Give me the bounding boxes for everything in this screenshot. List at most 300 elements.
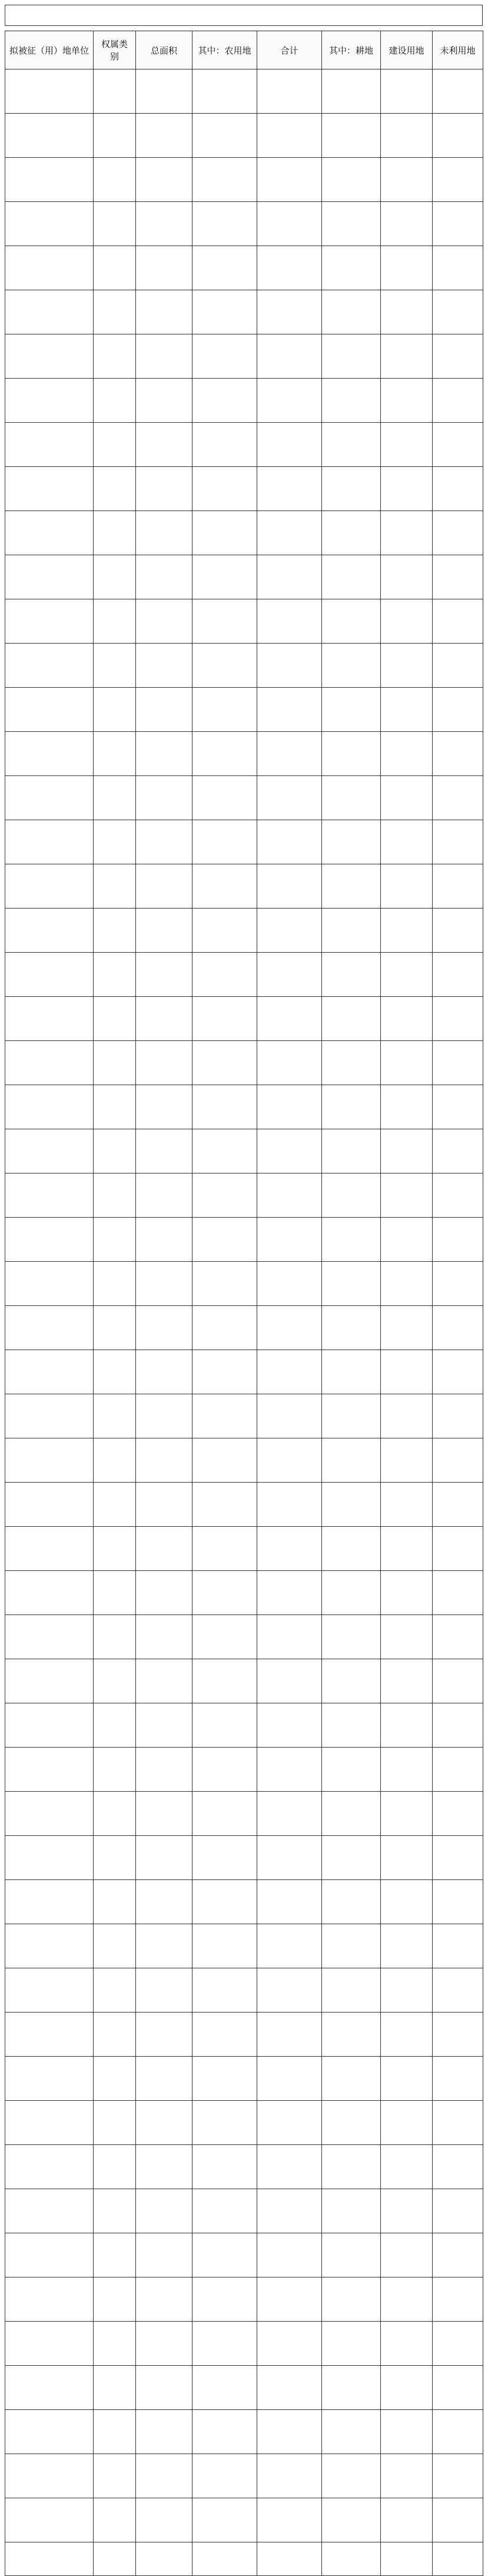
table-cell [381,1306,433,1350]
table-cell [257,644,322,688]
table-cell [136,1880,192,1924]
table-cell [192,1306,257,1350]
table-row [5,2233,483,2277]
table-cell [433,1792,483,1836]
table-cell [94,379,136,423]
table-cell [322,2277,381,2322]
table-cell [192,2101,257,2145]
table-cell [136,776,192,820]
table-cell [433,1306,483,1350]
table-cell [5,1394,94,1438]
table-cell [433,1836,483,1880]
table-cell [381,114,433,158]
table-row [5,1041,483,1085]
table-cell [94,114,136,158]
table-cell [5,202,94,246]
table-row [5,1129,483,1173]
table-cell [433,511,483,555]
table-cell [381,1394,433,1438]
table-cell [5,1218,94,1262]
table-cell [381,2057,433,2101]
table-cell [136,158,192,202]
table-cell [257,1306,322,1350]
table-cell [94,2410,136,2454]
table-cell [322,599,381,644]
table-row [5,467,483,511]
table-cell [136,1085,192,1129]
table-cell [257,290,322,334]
table-cell [136,511,192,555]
table-cell [192,1792,257,1836]
table-cell [192,1262,257,1306]
table-cell [5,820,94,864]
totals-cell [322,2542,381,2576]
table-cell [5,2189,94,2233]
table-cell [94,555,136,599]
table-cell [94,1262,136,1306]
table-cell [381,555,433,599]
table-cell [94,1703,136,1748]
table-cell [5,1129,94,1173]
table-cell [257,1527,322,1571]
table-cell [433,379,483,423]
table-cell [5,2145,94,2189]
table-row [5,2189,483,2233]
table-cell [5,909,94,953]
totals-cell [192,2542,257,2576]
table-row [5,334,483,379]
table-cell [322,1527,381,1571]
table-cell [5,1792,94,1836]
table-cell [5,1483,94,1527]
table-cell [257,776,322,820]
table-row [5,732,483,776]
table-cell [322,909,381,953]
table-cell [136,69,192,114]
table-cell [433,2101,483,2145]
table-cell [257,2498,322,2542]
table-cell [433,1968,483,2013]
table-cell [94,69,136,114]
table-cell [94,2322,136,2366]
table-cell [381,423,433,467]
table-cell [322,1173,381,1218]
table-cell [322,511,381,555]
table-cell [136,1438,192,1483]
table-cell [381,1659,433,1703]
table-cell [433,2454,483,2498]
table-cell [257,2366,322,2410]
table-cell [381,158,433,202]
table-cell [322,1836,381,1880]
table-cell [322,2013,381,2057]
table-cell [5,688,94,732]
table-cell [322,2189,381,2233]
table-cell [322,2454,381,2498]
table-cell [192,1527,257,1571]
table-cell [381,1968,433,2013]
table-cell [5,334,94,379]
table-cell [136,1659,192,1703]
table-cell [433,1438,483,1483]
table-cell [257,1129,322,1173]
table-cell [136,334,192,379]
table-cell [433,2189,483,2233]
table-row [5,69,483,114]
table-cell [192,776,257,820]
table-cell [5,2057,94,2101]
table-cell [433,467,483,511]
table-cell [322,290,381,334]
table-cell [257,1924,322,1968]
table-cell [5,290,94,334]
table-cell [94,1968,136,2013]
table-cell [322,2233,381,2277]
table-cell [257,202,322,246]
table-cell [257,2101,322,2145]
table-cell [381,69,433,114]
table-cell [433,1659,483,1703]
table-cell [322,1218,381,1262]
table-cell [257,1041,322,1085]
table-cell [257,1218,322,1262]
table-cell [257,114,322,158]
table-cell [94,2057,136,2101]
table-cell [136,732,192,776]
table-row [5,1218,483,1262]
table-row [5,1483,483,1527]
table-cell [94,511,136,555]
table-cell [136,2366,192,2410]
table-cell [433,2322,483,2366]
table-cell [136,202,192,246]
table-cell [257,820,322,864]
table-cell [257,2145,322,2189]
table-cell [257,1173,322,1218]
table-cell [433,1880,483,1924]
table-cell [94,1836,136,1880]
table-row [5,1968,483,2013]
table-cell [94,644,136,688]
table-cell [5,1306,94,1350]
table-row [5,820,483,864]
table-cell [381,776,433,820]
table-cell [136,909,192,953]
table-row [5,1527,483,1571]
table-cell [257,909,322,953]
table-cell [381,1748,433,1792]
table-cell [381,290,433,334]
table-cell [257,1836,322,1880]
table-cell [322,776,381,820]
table-cell [322,997,381,1041]
table-cell [192,1173,257,1218]
table-cell [192,1483,257,1527]
table-cell [322,1262,381,1306]
totals-cell [433,2542,483,2576]
table-cell [381,1218,433,1262]
table-cell [5,2366,94,2410]
table-cell [433,2410,483,2454]
table-cell [257,953,322,997]
table-cell [5,1703,94,1748]
table-cell [192,2366,257,2410]
table-row [5,1659,483,1703]
table-row [5,290,483,334]
table-cell [192,1748,257,1792]
table-cell [5,1659,94,1703]
table-cell [381,1527,433,1571]
table-cell [381,2410,433,2454]
table-cell [433,1394,483,1438]
table-cell [192,953,257,997]
table-cell [5,1438,94,1483]
table-row [5,1438,483,1483]
table-cell [136,1615,192,1659]
header-col-4: 其中：农用地 [192,31,257,69]
table-row [5,2322,483,2366]
table-cell [381,2101,433,2145]
table-cell [5,644,94,688]
table-row [5,953,483,997]
table-cell [136,246,192,290]
table-row [5,2498,483,2542]
table-cell [257,864,322,909]
table-row [5,2366,483,2410]
table-cell [257,2322,322,2366]
table-cell [94,1527,136,1571]
table-cell [433,1041,483,1085]
table-cell [136,423,192,467]
table-cell [136,644,192,688]
totals-cell [381,2542,433,2576]
table-row [5,2057,483,2101]
table-cell [257,511,322,555]
table-cell [322,114,381,158]
table-cell [433,820,483,864]
table-cell [136,2454,192,2498]
table-header [5,31,483,69]
table-cell [433,864,483,909]
table-cell [94,732,136,776]
table-cell [94,1438,136,1483]
table-row [5,2013,483,2057]
table-cell [257,467,322,511]
table-row [5,555,483,599]
table-cell [322,379,381,423]
table-cell [322,202,381,246]
table-cell [94,246,136,290]
table-cell [192,2233,257,2277]
land-status-table [5,31,483,2576]
table-cell [5,1571,94,1615]
table-cell [381,1129,433,1173]
table-cell [5,246,94,290]
table-cell [433,1483,483,1527]
table-cell [192,423,257,467]
table-cell [94,2366,136,2410]
table-cell [192,820,257,864]
table-cell [257,997,322,1041]
table-cell [192,599,257,644]
table-cell [136,114,192,158]
table-cell [136,688,192,732]
table-cell [94,1924,136,1968]
table-cell [433,2277,483,2322]
table-cell [381,820,433,864]
table-row [5,909,483,953]
table-row [5,158,483,202]
table-cell [192,1085,257,1129]
table-cell [381,1571,433,1615]
table-cell [5,1924,94,1968]
table-cell [433,2013,483,2057]
table-cell [94,599,136,644]
table-cell [192,1880,257,1924]
table-cell [322,1703,381,1748]
table-cell [257,69,322,114]
table-row [5,1571,483,1615]
table-cell [381,379,433,423]
table-cell [322,1880,381,1924]
table-cell [433,599,483,644]
table-cell [381,909,433,953]
table-cell [94,1306,136,1350]
table-cell [192,379,257,423]
table-cell [433,1218,483,1262]
table-cell [381,997,433,1041]
table-cell [192,1350,257,1394]
table-row [5,246,483,290]
table-row [5,114,483,158]
table-cell [257,158,322,202]
totals-cell [257,2542,322,2576]
table-cell [381,732,433,776]
table-cell [381,1836,433,1880]
table-cell [433,2498,483,2542]
table-cell [257,732,322,776]
table-cell [433,555,483,599]
table-caption-bar [5,5,483,26]
table-cell [381,1173,433,1218]
header-col-1: 拟被征（用）地单位 [5,31,94,69]
table-cell [257,1792,322,1836]
table-cell [257,1350,322,1394]
table-cell [136,2322,192,2366]
table-cell [433,688,483,732]
table-cell [192,334,257,379]
table-cell [94,997,136,1041]
table-cell [322,1350,381,1394]
table-cell [136,1041,192,1085]
table-cell [433,1350,483,1394]
table-cell [5,2410,94,2454]
table-cell [322,1571,381,1615]
table-cell [257,1085,322,1129]
table-cell [192,1703,257,1748]
table-cell [192,732,257,776]
table-cell [381,2013,433,2057]
table-cell [5,69,94,114]
table-cell [5,1041,94,1085]
table-cell [94,1483,136,1527]
table-row [5,1615,483,1659]
table-cell [257,423,322,467]
table-cell [381,2454,433,2498]
header-col-2: 权属类别 [94,31,136,69]
table-cell [433,2057,483,2101]
table-cell [192,1836,257,1880]
table-cell [381,1438,433,1483]
table-cell [5,511,94,555]
table-cell [433,732,483,776]
table-cell [322,69,381,114]
table-cell [322,467,381,511]
table-row [5,2410,483,2454]
table-cell [94,2101,136,2145]
table-cell [94,1218,136,1262]
table-cell [381,2145,433,2189]
table-cell [381,467,433,511]
table-cell [381,2189,433,2233]
table-cell [136,1350,192,1394]
table-cell [5,1880,94,1924]
table-cell [381,1615,433,1659]
table-cell [381,1350,433,1394]
table-cell [136,1571,192,1615]
table-cell [136,864,192,909]
table-footer [5,2542,483,2576]
table-cell [322,1041,381,1085]
table-cell [5,997,94,1041]
table-cell [94,202,136,246]
table-cell [257,334,322,379]
table-cell [94,1394,136,1438]
table-cell [322,2410,381,2454]
table-cell [381,1085,433,1129]
table-cell [433,1129,483,1173]
table-cell [192,688,257,732]
table-cell [322,688,381,732]
table-cell [433,69,483,114]
totals-cell [94,2542,136,2576]
table-cell [136,953,192,997]
table-cell [192,2189,257,2233]
table-cell [136,1173,192,1218]
table-cell [192,202,257,246]
table-cell [5,2277,94,2322]
table-cell [322,555,381,599]
table-cell [136,555,192,599]
table-cell [136,379,192,423]
table-cell [136,1527,192,1571]
table-cell [94,1041,136,1085]
table-cell [257,2454,322,2498]
table-cell [192,467,257,511]
table-row [5,1085,483,1129]
table-cell [5,2013,94,2057]
table-cell [381,1924,433,1968]
table-cell [94,1659,136,1703]
table-cell [192,1924,257,1968]
table-cell [257,1659,322,1703]
table-cell [433,334,483,379]
table-cell [136,1483,192,1527]
table-cell [257,246,322,290]
table-cell [433,202,483,246]
table-cell [136,599,192,644]
table-cell [94,909,136,953]
